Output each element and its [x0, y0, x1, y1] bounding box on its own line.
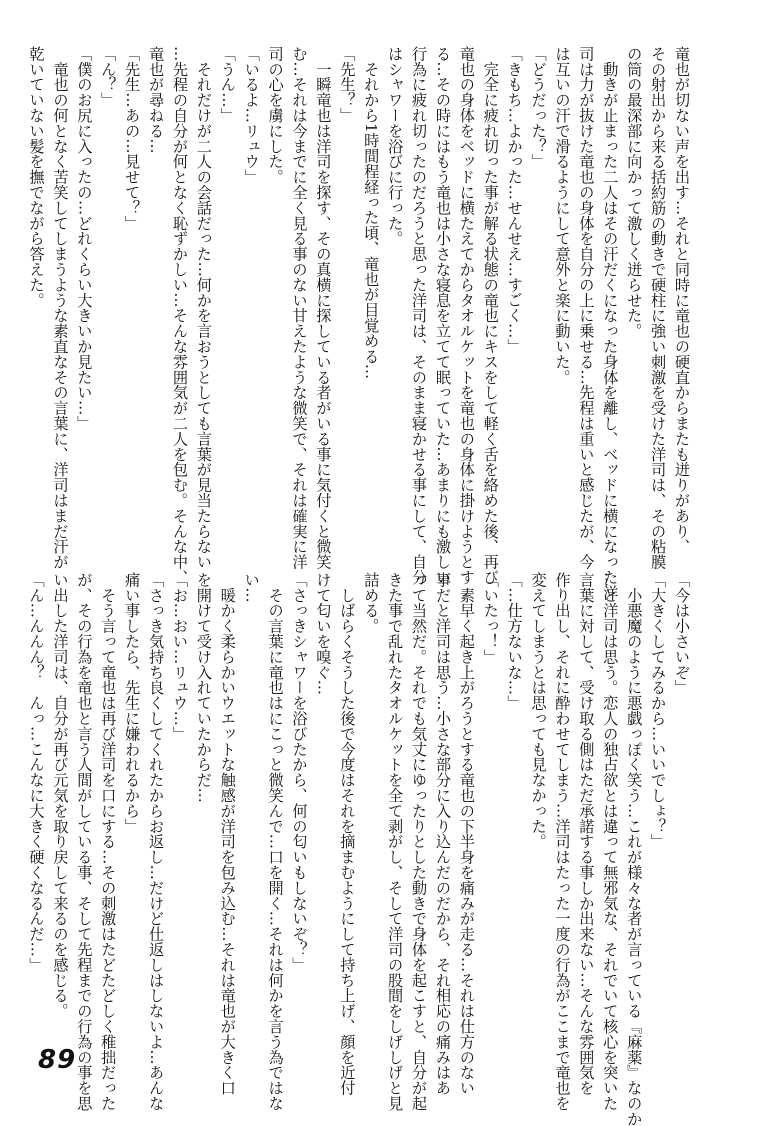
text-line: 「さっき気持ち良くしてくれたからお返し…だけど仕返しはしないよ…あんな: [147, 572, 166, 1111]
text-line: って当然だ。それでも気丈にゆったりとした動きで身体を起こすと、自分が起: [410, 572, 429, 1111]
text-line: けて匂いを嗅ぐ…: [314, 572, 333, 696]
text-line: 「ん？」: [99, 46, 118, 108]
text-line: 詰める。: [362, 572, 381, 634]
page-number: 89: [38, 1045, 77, 1075]
text-line: 「いるよ…リュウ」: [242, 46, 261, 185]
text-line: 言葉に対して、受け取る側はただ承諾する事しか出来ない…そんな雰囲気を: [577, 572, 596, 1096]
text-line: きた事で乱れたタオルケットを全て剥がし、そして洋司の股間をしげしげと見: [386, 572, 405, 1111]
text-line: それだけが二人の会話だった…何かを言おうとしても言葉が見当たらない: [194, 46, 213, 570]
text-line: はシャワーを浴びに行った。: [386, 46, 405, 247]
text-line: 行為に疲れ切ったのだろうと思った洋司は、そのまま寝かせる事にして、自分: [410, 46, 429, 585]
text-line: その言葉に竜也はにこっと微笑んで…口を開く…それは何かを言う為ではな: [266, 572, 285, 1111]
text-line: の筒の最深部に向かって激しく迸らせた。: [625, 46, 644, 339]
text-line: そう言って竜也は再び洋司を口にする…その刺激はたどたどしく稚拙だった: [99, 572, 118, 1111]
text-line: 「先生…あの…見せて？」: [123, 46, 142, 231]
text-line: 竜也が尋ねる…: [147, 46, 166, 154]
text-line: 完全に疲れ切った事が解る状態の竜也にキスをして軽く舌を絡めた後、再び: [481, 46, 500, 585]
text-line: 「お…おい…リュウ…」: [170, 572, 189, 742]
text-line: …先程の自分が何となく恥ずかしい…そんな雰囲気が二人を包む。そんな中、: [170, 46, 189, 585]
text-line: 動きが止まった二人はその汗だくになった身体を離し、ベッドに横になった洋: [601, 46, 620, 601]
text-line: 痛い事したら、先生に嫌われるから」: [123, 572, 142, 834]
text-line: 変えてしまうとは思っても見なかった。: [529, 572, 548, 850]
text-line: 竜也の身体をベッドに横たえてからタオルケットを竜也の身体に掛けようとす: [457, 46, 476, 585]
text-line: が、その行為を竜也と言う人間がしている事、そして先程までの行為の事を思: [75, 572, 94, 1111]
text-line: 「大きくしてみるから…いいでしょ？」: [649, 572, 668, 850]
text-line: 事だと洋司は思う…小さな部分に入り込んだのだから、それ相応の痛みはあ: [433, 572, 452, 1096]
text-line: 「僕のお尻に入ったの…どれくらい大きいか見たい…」: [75, 46, 94, 431]
text-line: 素早く起き上がろうとする竜也の下半身を痛みが走る…それは仕方のない: [457, 572, 476, 1096]
text-line: い…: [242, 572, 261, 603]
text-line: 「いたっ！」: [481, 572, 500, 665]
text-line: それから1時間程経った頃、竜也が目覚める…: [362, 46, 381, 380]
text-line: 一瞬竜也は洋司を探す、その真横に探している者がいる事に気付くと微笑: [314, 46, 333, 570]
text-line: を開けて受け入れていたからだ…: [194, 572, 213, 803]
text-line: 「どうだった？」: [529, 46, 548, 170]
text-line: 「先生？」: [338, 46, 357, 123]
text-line: 小悪魔のように悪戯っぽく笑う…これが様々な者が言っている『麻薬』なのか: [625, 572, 644, 1126]
text-line: 乾いていない髪を撫でながら答えた。: [27, 46, 46, 308]
text-line: 竜也の何となく苦笑してしまうような素直なその言葉に、洋司はまだ汗が: [51, 46, 70, 570]
text-line: 「さっきシャワーを浴びたから、何の匂いもしないぞ？」: [290, 572, 309, 973]
text-line: 司の心を虜にした。: [266, 46, 285, 185]
text-line: い出した洋司は、自分が再び元気を取り戻して来るのを感じる。: [51, 572, 70, 1019]
text-line: 暖かく柔らかいウエットな触感が洋司を包み込む…それは竜也が大きく口: [218, 572, 237, 1096]
top-text-block: [27, 46, 693, 601]
text-line: 「ん…んんん？ んっ…こんなに大きく硬くなるんだ…」: [27, 572, 46, 973]
text-line: 作り出し、それに酔わせてしまう…洋司はたった一度の行為がここまで竜也を: [553, 572, 572, 1111]
text-line: は互いの汗で滑るようにして意外と楽に動いた。: [553, 46, 572, 385]
text-line: 「うん…」: [218, 46, 237, 123]
text-line: 「…仕方ないな…」: [505, 572, 524, 711]
text-line: その射出から来る括約筋の動きで硬柱に強い刺激を受けた洋司は、その粘膜: [649, 46, 668, 570]
text-line: 「今は小さいぞ」: [673, 572, 691, 696]
text-line: る…その時にはもう竜也は小さな寝息を立てて眠っていた…あまりにも激しい: [433, 46, 452, 585]
text-line: む…それは今までに全く見る事のない甘えたような微笑で、それは確実に洋: [290, 46, 309, 570]
text-line: …と洋司は思う。恋人の独占欲とは違って無邪気な、それでいて核心を突いた: [601, 572, 620, 1111]
text-line: 「きもち…よかった…せんせえ…すごく…」: [505, 46, 524, 354]
text-line: 司は力が抜けた竜也の身体を自分の上に乗せる…先程は重いと感じたが、今: [577, 46, 596, 570]
text-line: 竜也が切ない声を出す…それと同時に竜也の硬直からまたも迸りがあり、: [673, 46, 691, 555]
text-line: しばらくそうした後で今度はそれを摘まむようにして持ち上げ、顔を近付: [338, 572, 357, 1096]
